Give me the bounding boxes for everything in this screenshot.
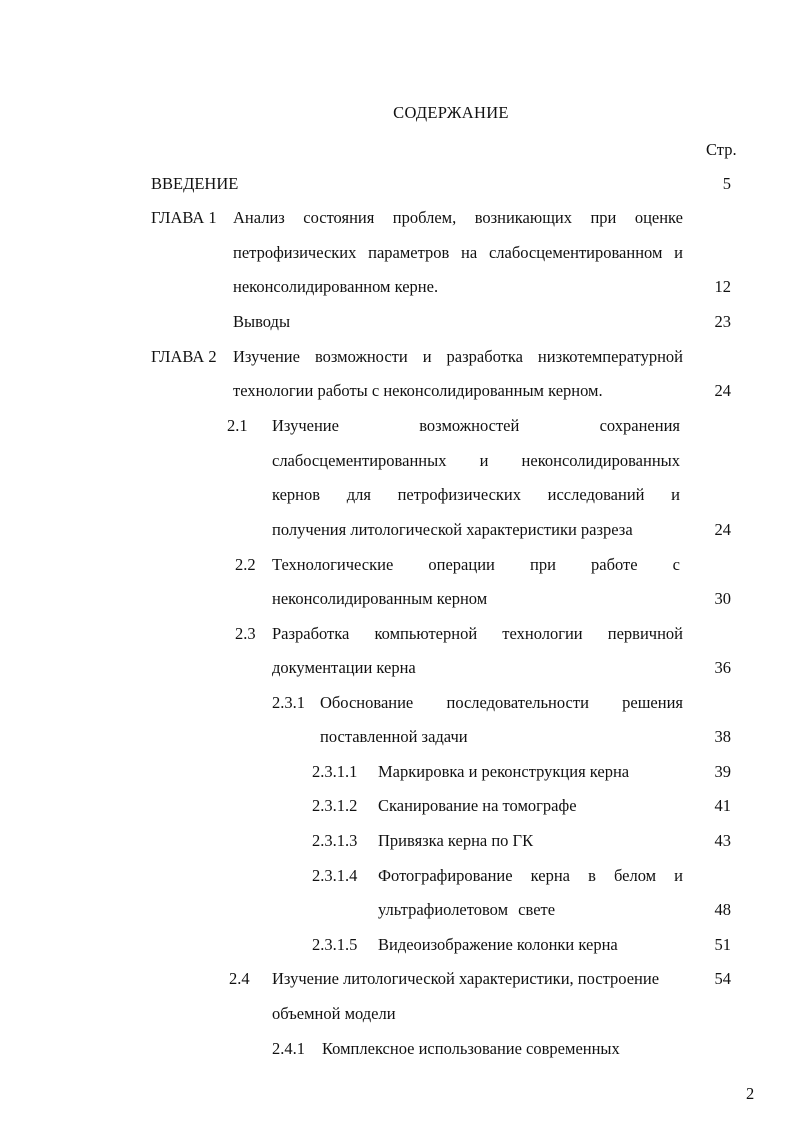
toc-entry-text: Изучение возможностей сохранения (272, 416, 680, 435)
toc-page-number: 24 (714, 520, 731, 539)
toc-page-number: 43 (714, 831, 731, 850)
toc-entry-text: ВВЕДЕНИЕ (151, 174, 239, 193)
toc-entry-text: поставленной задачи (320, 727, 468, 746)
toc-entry-text: Видеоизображение колонки керна (378, 935, 618, 954)
toc-entry-label: ГЛАВА 2 (151, 347, 217, 366)
toc-entry-label: 2.1 (227, 416, 248, 435)
toc-entry-label: 2.3.1.4 (312, 866, 358, 885)
page-number: 2 (746, 1084, 755, 1103)
toc-entry-text: Фотографирование керна в белом и (378, 866, 683, 885)
toc-entry-text: Выводы (233, 312, 291, 331)
toc-entry-label: 2.2 (235, 555, 256, 574)
toc-page-number: 5 (722, 174, 731, 193)
toc-page-number: 51 (714, 935, 731, 954)
toc-entry-text: Технологические операции при работе с (272, 555, 680, 574)
toc-entry-label: 2.3 (235, 624, 256, 643)
toc-page-number: 12 (714, 277, 731, 296)
toc-entry-text: петрофизических параметров на слабосцементированном и (233, 243, 683, 262)
toc-entry-text: документации керна (272, 658, 416, 677)
toc-page-number: 41 (714, 796, 731, 815)
toc-entry-label: ГЛАВА 1 (151, 208, 217, 227)
toc-entry-text: технологии работы с неконсолидированным керном. (233, 381, 603, 400)
toc-entry-label: 2.3.1 (272, 693, 305, 712)
toc-entry-text: объемной модели (272, 1004, 396, 1023)
toc-entry-text: Изучение возможности и разработка низкотемпературной (233, 347, 683, 366)
toc-entry-text: неконсолидированном керне. (233, 277, 439, 296)
toc-entry-label: 2.3.1.1 (312, 762, 358, 781)
page-column-header: Стр. (706, 140, 737, 159)
toc-entry-text: Комплексное использование современных (322, 1039, 620, 1058)
toc-entry-label: 2.3.1.5 (312, 935, 358, 954)
toc-page-number: 30 (714, 589, 731, 608)
toc-entry-text: кернов для петрофизических исследований и (272, 485, 680, 504)
toc-entry-label: 2.3.1.3 (312, 831, 358, 850)
page-title: СОДЕРЖАНИЕ (393, 103, 509, 122)
toc-page-number: 23 (714, 312, 731, 331)
toc-entry-text: получения литологической характеристики разреза (272, 520, 633, 539)
toc-entry-text: Обоснование последовательности решения (320, 693, 683, 712)
toc-page-number: 38 (714, 727, 731, 746)
toc-page-number: 39 (714, 762, 731, 781)
toc-entry-text: Сканирование на томографе (378, 796, 577, 815)
toc-entry-text: Привязка керна по ГК (378, 831, 534, 850)
toc-entry-label: 2.4 (229, 969, 250, 988)
toc-entry-text: Анализ состояния проблем, возникающих при оценке (233, 208, 683, 227)
toc-entry-label: 2.4.1 (272, 1039, 305, 1058)
toc-entry-label: 2.3.1.2 (312, 796, 358, 815)
toc-page-number: 54 (714, 969, 731, 988)
toc-page-number: 36 (714, 658, 731, 677)
toc-entry-text: Разработка компьютерной технологии первичной (272, 624, 683, 643)
toc-page-number: 24 (714, 381, 731, 400)
toc-entry-text: слабосцементированных и неконсолидированных (272, 451, 680, 470)
toc-entry-text: ультрафиолетовом свете (378, 900, 556, 919)
toc-entry-text: Маркировка и реконструкция керна (378, 762, 630, 781)
toc-entry-text: неконсолидированным керном (272, 589, 488, 608)
toc-entry-text: Изучение литологической характеристики, построение (272, 969, 660, 988)
toc-page-number: 48 (714, 900, 731, 919)
